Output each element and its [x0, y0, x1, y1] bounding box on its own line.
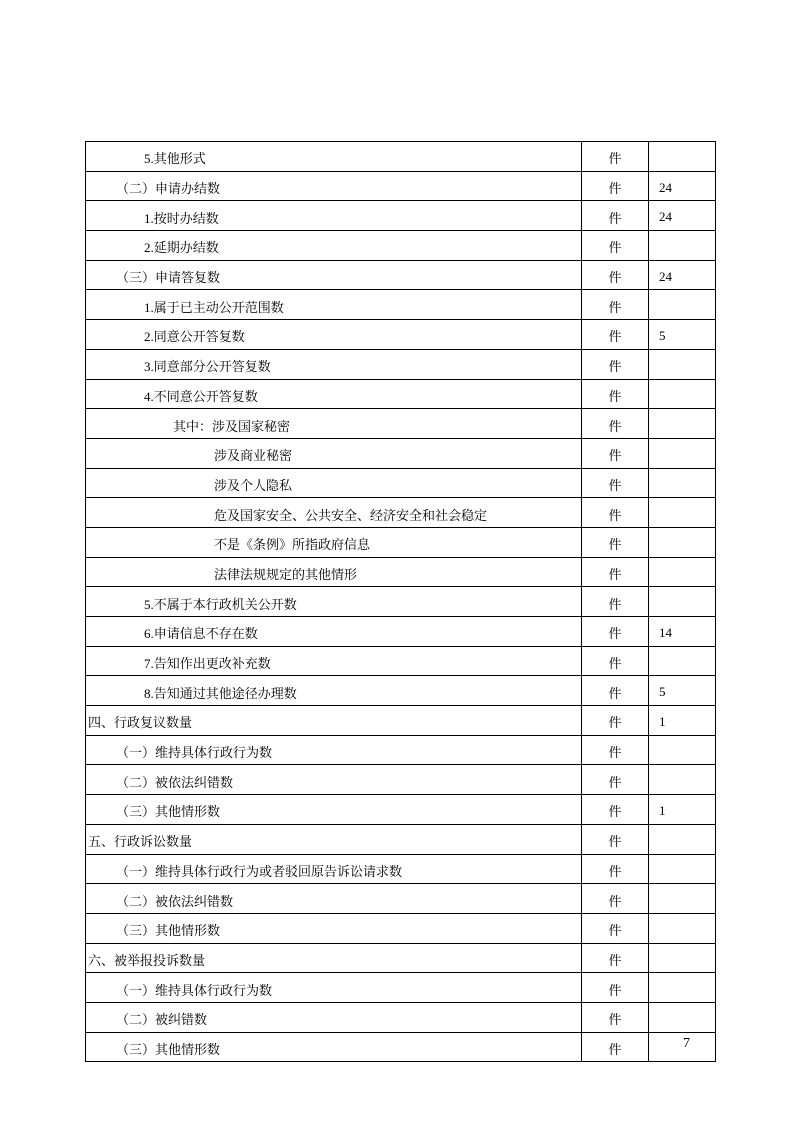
row-label: 1.按时办结数: [86, 201, 582, 231]
row-value: [649, 943, 716, 973]
row-label: （三）其他情形数: [86, 795, 582, 825]
row-unit: 件: [582, 587, 649, 617]
table-row: [86, 260, 716, 290]
row-label: （三）其他情形数: [86, 913, 582, 943]
table-row: [86, 973, 716, 1003]
row-label: 四、行政复议数量: [86, 706, 582, 736]
page-number: 7: [683, 1036, 690, 1051]
row-unit: 件: [582, 171, 649, 201]
row-label: （二）被依法纠错数: [86, 884, 582, 914]
table-row: [86, 438, 716, 468]
row-unit: 件: [582, 943, 649, 973]
row-value: 14: [649, 617, 716, 647]
row-unit: 件: [582, 379, 649, 409]
row-unit: 件: [582, 231, 649, 261]
row-unit: 件: [582, 824, 649, 854]
row-label: （一）维持具体行政行为或者驳回原告诉讼请求数: [86, 854, 582, 884]
row-value: 1: [649, 795, 716, 825]
row-label: 8.告知通过其他途径办理数: [86, 676, 582, 706]
row-label: 2.延期办结数: [86, 231, 582, 261]
table-row: [86, 201, 716, 231]
row-unit: 件: [582, 913, 649, 943]
table-row: [86, 142, 716, 172]
row-unit: 件: [582, 349, 649, 379]
table-row: [86, 943, 716, 973]
row-unit: 件: [582, 1002, 649, 1032]
table-row: [86, 1002, 716, 1032]
table-row: [86, 349, 716, 379]
row-value: [649, 142, 716, 172]
table-row: [86, 913, 716, 943]
table-row: [86, 824, 716, 854]
row-value: [649, 527, 716, 557]
row-value: [649, 735, 716, 765]
row-unit: 件: [582, 884, 649, 914]
row-value: [649, 438, 716, 468]
row-label: 其中：涉及国家秘密: [86, 409, 582, 439]
table-row: [86, 1032, 716, 1062]
table-row: [86, 320, 716, 350]
table-row: [86, 557, 716, 587]
row-value: [649, 854, 716, 884]
row-value: [649, 290, 716, 320]
row-label: 涉及商业秘密: [86, 438, 582, 468]
row-label: （一）维持具体行政行为数: [86, 973, 582, 1003]
row-label: 7.告知作出更改补充数: [86, 646, 582, 676]
table-row: [86, 795, 716, 825]
table-row: [86, 290, 716, 320]
row-value: [649, 557, 716, 587]
row-unit: 件: [582, 320, 649, 350]
row-unit: 件: [582, 557, 649, 587]
row-label: 5.不属于本行政机关公开数: [86, 587, 582, 617]
table-row: [86, 735, 716, 765]
row-label: 六、被举报投诉数量: [86, 943, 582, 973]
table-row: [86, 231, 716, 261]
row-unit: 件: [582, 854, 649, 884]
row-value: [649, 973, 716, 1003]
row-value: [649, 913, 716, 943]
row-unit: 件: [582, 498, 649, 528]
row-unit: 件: [582, 676, 649, 706]
row-label: 4.不同意公开答复数: [86, 379, 582, 409]
table-row: [86, 646, 716, 676]
row-unit: 件: [582, 795, 649, 825]
row-unit: 件: [582, 765, 649, 795]
row-value: [649, 765, 716, 795]
row-value: [649, 498, 716, 528]
row-value: [649, 379, 716, 409]
row-label: 不是《条例》所指政府信息: [86, 527, 582, 557]
row-unit: 件: [582, 706, 649, 736]
row-label: （二）申请办结数: [86, 171, 582, 201]
table-row: [86, 706, 716, 736]
row-value: [649, 884, 716, 914]
row-label: 3.同意部分公开答复数: [86, 349, 582, 379]
row-unit: 件: [582, 201, 649, 231]
row-unit: 件: [582, 617, 649, 647]
row-label: （一）维持具体行政行为数: [86, 735, 582, 765]
row-unit: 件: [582, 973, 649, 1003]
row-value: 5: [649, 320, 716, 350]
table-row: [86, 587, 716, 617]
table-row: [86, 765, 716, 795]
row-value: 24: [649, 201, 716, 231]
row-unit: 件: [582, 1032, 649, 1062]
row-label: 危及国家安全、公共安全、经济安全和社会稳定: [86, 498, 582, 528]
row-value: [649, 349, 716, 379]
row-label: 涉及个人隐私: [86, 468, 582, 498]
row-label: （三）申请答复数: [86, 260, 582, 290]
row-value: 24: [649, 171, 716, 201]
row-value: [649, 231, 716, 261]
table-row: [86, 884, 716, 914]
report-table-body: [86, 142, 716, 1062]
row-value: [649, 468, 716, 498]
row-label: 1.属于已主动公开范围数: [86, 290, 582, 320]
row-value: [649, 824, 716, 854]
row-value: 5: [649, 676, 716, 706]
row-label: 5.其他形式: [86, 142, 582, 172]
row-value: 24: [649, 260, 716, 290]
row-unit: 件: [582, 290, 649, 320]
table-row: [86, 379, 716, 409]
row-label: 6.申请信息不存在数: [86, 617, 582, 647]
table-row: [86, 527, 716, 557]
table-row: [86, 171, 716, 201]
table-row: [86, 617, 716, 647]
disclosure-report-table: [85, 141, 716, 1062]
row-label: （二）被依法纠错数: [86, 765, 582, 795]
row-label: （三）其他情形数: [86, 1032, 582, 1062]
row-label: （二）被纠错数: [86, 1002, 582, 1032]
table-row: [86, 468, 716, 498]
row-value: 1: [649, 706, 716, 736]
row-label: 2.同意公开答复数: [86, 320, 582, 350]
row-value: [649, 409, 716, 439]
row-value: [649, 587, 716, 617]
row-label: 五、行政诉讼数量: [86, 824, 582, 854]
table-row: [86, 676, 716, 706]
row-unit: 件: [582, 735, 649, 765]
row-unit: 件: [582, 142, 649, 172]
table-row: [86, 854, 716, 884]
row-value: [649, 1032, 716, 1062]
row-unit: 件: [582, 646, 649, 676]
row-value: [649, 1002, 716, 1032]
table-row: [86, 498, 716, 528]
table-row: [86, 409, 716, 439]
row-unit: 件: [582, 260, 649, 290]
row-unit: 件: [582, 527, 649, 557]
row-value: [649, 646, 716, 676]
row-unit: 件: [582, 438, 649, 468]
row-label: 法律法规规定的其他情形: [86, 557, 582, 587]
row-unit: 件: [582, 468, 649, 498]
row-unit: 件: [582, 409, 649, 439]
